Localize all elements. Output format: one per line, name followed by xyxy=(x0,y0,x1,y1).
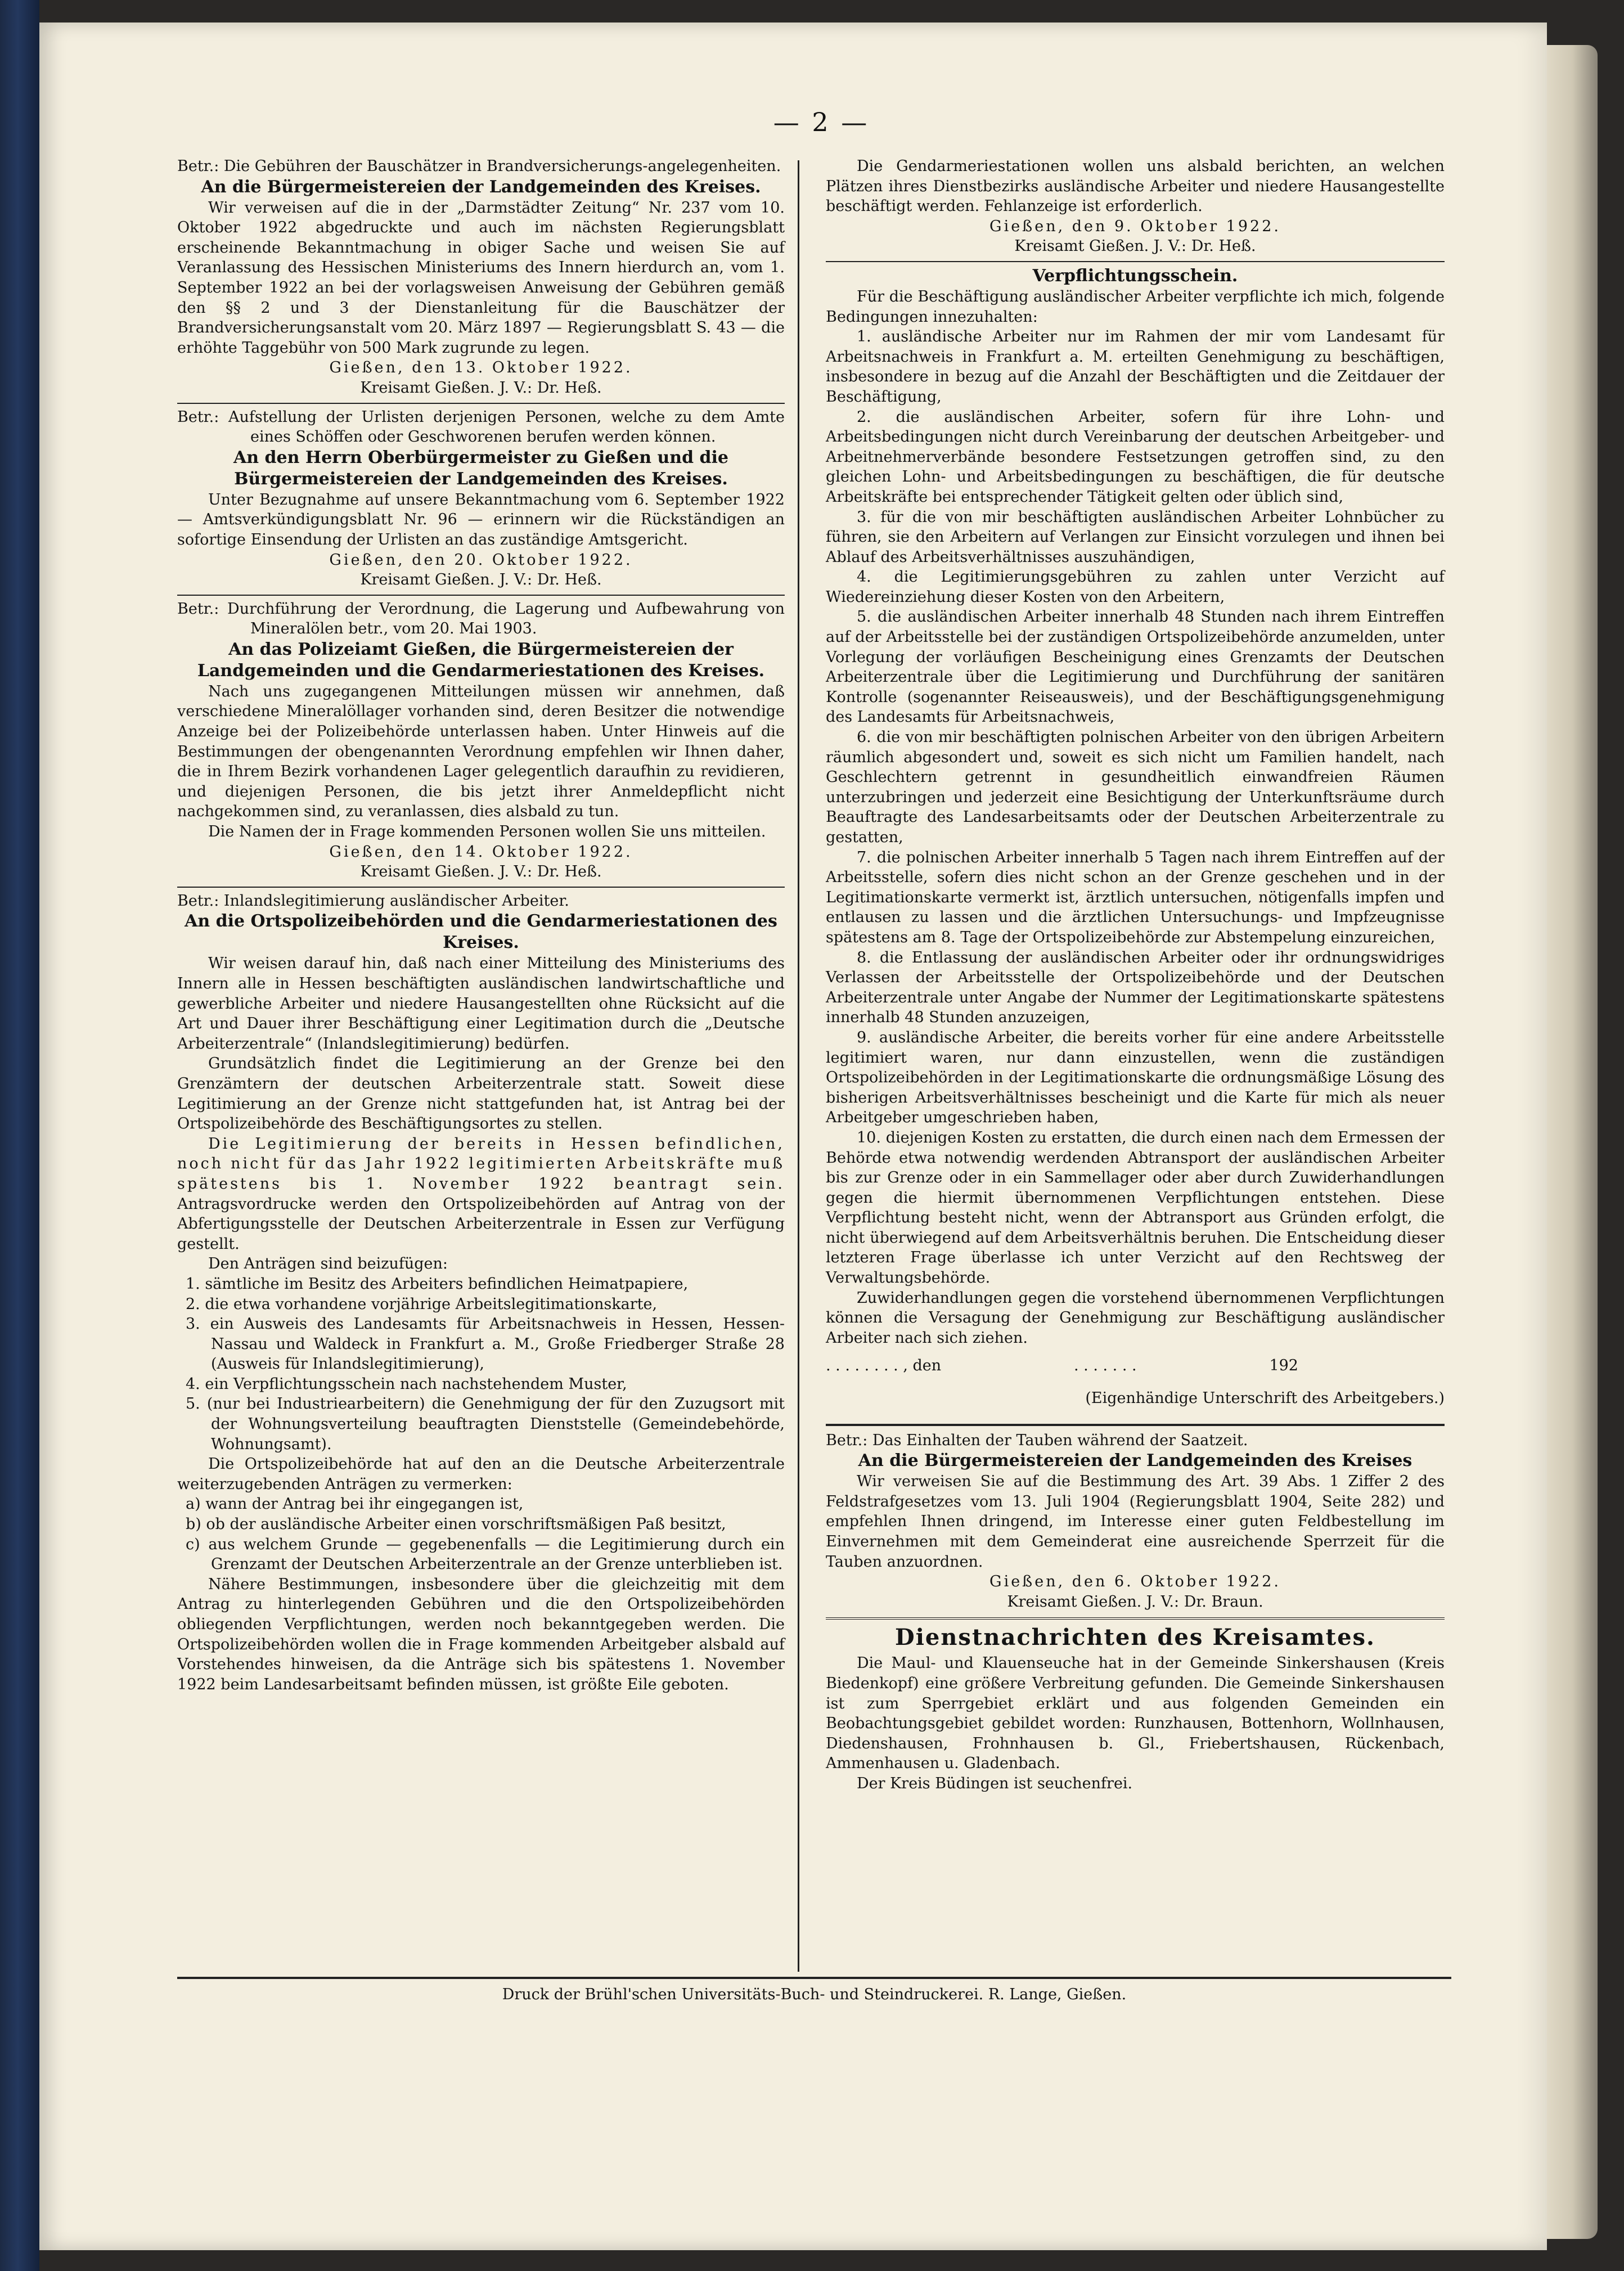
list-intro: Den Anträgen sind beizufügen: xyxy=(208,1255,448,1273)
form-intro: Für die Beschäftigung ausländischer Arbeiter verpflichte ich mich, folgende Bedingungen innezuhalten: xyxy=(826,287,1445,326)
news-body: Der Kreis Büdingen ist seuchenfrei. xyxy=(857,1774,1133,1792)
section-divider xyxy=(826,1424,1445,1426)
news-box xyxy=(826,1617,1445,1793)
notice-body: Grundsätzlich findet die Legitimierung an der Grenze bei den Grenzämtern der deutschen Arbeiterzentrale statt. Soweit diese Legitimierung an der Grenze nicht stattgefunden hat, ist Antrag bei der Ortspolizeibehörde des Beschäftigungsortes zu stellen. xyxy=(177,1055,785,1133)
notice-signature: Kreisamt Gießen. J. V.: Dr. Heß. xyxy=(360,863,602,881)
list-item: 3. ein Ausweis des Landesamts für Arbeitsnachweis in Hessen, Hessen-Nassau und Waldeck in Frankfurt a. M., Große Friedberger Straße 28 (Ausweis für Inlandslegitimierung), xyxy=(186,1315,785,1373)
notice-body: Unter Bezugnahme auf unsere Bekanntmachung vom 6. September 1922 — Amtsverkündigungsblatt Nr. 96 — erinnern wir die Rückständigen an sofortige Einsendung der Urlisten an das zuständige Amtsgericht. xyxy=(177,491,785,548)
notice-body: Die Namen der in Frage kommenden Personen wollen Sie uns mitteilen. xyxy=(208,823,766,841)
news-body: Die Maul- und Klauenseuche hat in der Gemeinde Sinkershausen (Kreis Biedenkopf) eine größere Verbreitung gefunden. Die Gemeinde Sinkershausen ist zum Sperrgebiet erklärt und aus folgenden Gemeinden ein Beobachtungsgebiet gebildet worden: Runzhausen, Bottenhorn, Wollnhausen, Diedenshausen, Frohnhausen b. Gl., Friebertshausen, Rückenbach, Ammenhausen u. Gladenbach. xyxy=(826,1654,1445,1773)
form-item: 6. die von mir beschäftigten polnischen Arbeiter von den übrigen Arbeitern räumlich abgesondert und, soweit es sich nicht um Familien handelt, nach Geschlechtern getrennt in gesundheitlich einwandfreien Räumen unterzubringen und jederzeit eine Besichtigung der Unterkunftsräume durch Beauftragte des Landesarbeitsamts oder der Deutschen Arbeiterzentrale zu gestatten, xyxy=(826,728,1445,846)
form-date-year: 192 xyxy=(1269,1357,1298,1375)
form-item: 3. für die von mir beschäftigten ausländischen Arbeiter Lohnbücher zu führen, sie den Arbeitern auf Verlangen zur Einsicht vorzulegen und ihnen bei Ablauf des Arbeitsverhältnisses auszuhändigen, xyxy=(826,508,1445,566)
notice-place-date: Gießen, den 14. Oktober 1922. xyxy=(329,843,633,861)
notice-signature: Kreisamt Gießen. J. V.: Dr. Heß. xyxy=(1014,237,1256,255)
list-item: 2. die etwa vorhandene vorjährige Arbeitslegitimationskarte, xyxy=(186,1295,658,1313)
left-column xyxy=(177,156,785,1694)
notice-place-date: Gießen, den 6. Oktober 1922. xyxy=(989,1573,1281,1591)
notice-signature: Kreisamt Gießen. J. V.: Dr. Braun. xyxy=(1007,1593,1263,1611)
form-item: 1. ausländische Arbeiter nur im Rahmen der mir vom Landesamt für Arbeitsnachweis in Frankfurt a. M. erteilten Genehmigung zu beschäftigen, insbesondere in bezug auf die Anzahl der Beschäftigten und die Zeitdauer der Beschäftigung, xyxy=(826,328,1445,406)
notice-body: Wir verweisen Sie auf die Bestimmung des Art. 39 Abs. 1 Ziffer 2 des Feldstrafgesetzes vom 13. Juli 1904 (Regierungsblatt 1904, Seite 282) und empfehlen Ihnen dringend, im Interesse einer guten Feldbestellung im Einvernehmen mit dem Gemeinderat eine ausreichende Sperrzeit für die Tauben anzuordnen. xyxy=(826,1473,1445,1571)
notice-body-continuation: Antragsvordrucke werden den Ortspolizeibehörden auf Antrag von der Abfertigungsstelle der Deutschen Arbeiterzentrale in Essen zur Verfügung gestellt. xyxy=(177,1195,785,1253)
section-divider xyxy=(177,403,785,404)
page-number: — 2 — xyxy=(773,107,870,137)
news-heading: Dienstnachrichten des Kreisamtes. xyxy=(895,1624,1375,1651)
section-divider xyxy=(826,261,1445,262)
notice-subject: Betr.: Inlandslegitimierung ausländischer Arbeiter. xyxy=(177,892,569,910)
emphasized-deadline: Die Legitimierung der bereits in Hessen befindlichen, noch nicht für das Jahr 1922 legitimierten Arbeitskräfte muß spätestens bis 1. November 1922 beantragt sein. xyxy=(177,1135,785,1193)
footer-divider xyxy=(177,1977,1451,1979)
form-item: 8. die Entlassung der ausländischen Arbeiter oder ihr ordnungswidriges Verlassen der Arbeitsstelle der Ortspolizeibehörde und der Deutschen Arbeiterzentrale unter Angabe der Nummer der Legitimationskarte spätestens innerhalb 48 Stunden anzuzeigen, xyxy=(826,948,1445,1027)
notice-signature: Kreisamt Gießen. J. V.: Dr. Heß. xyxy=(360,571,602,589)
form-item: 5. die ausländischen Arbeiter innerhalb 48 Stunden nach ihrem Eintreffen auf der Arbeitsstelle bei der zuständigen Ortspolizeibehörde anzumelden, unter Vorlegung der vorläufigen Bescheinigung eines Grenzamts der Deutschen Arbeiterzentrale über die Legitimierung und Durchführung der sanitären Kontrolle (sogenannter Reiseausweis), und der Beschäftigungsgenehmigung des Landesamts für Arbeitsnachweis, xyxy=(826,608,1445,726)
notice-body: Nähere Bestimmungen, insbesondere über die gleichzeitig mit dem Antrag zu hinterlegenden Gebühren und die den Ortspolizeibehörden obliegenden Verpflichtungen, werden noch bekanntgegeben werden. Die Ortspolizeibehörden wollen die in Frage kommenden Arbeitgeber alsbald auf Vorstehendes hinweisen, da die Anträge sich bis spätestens 1. November 1922 beim Landesarbeitsamt befinden müssen, ist größte Eile geboten. xyxy=(177,1575,785,1693)
sublist-item: c) aus welchem Grunde — gegebenenfalls — die Legitimierung durch ein Grenzamt der Deutschen Arbeiterzentrale an der Grenze unterblieben ist. xyxy=(186,1535,785,1573)
notice-body xyxy=(177,1134,785,1254)
notice-subject: Betr.: Die Gebühren der Bauschätzer in Brandversicherungs-angelegenheiten. xyxy=(177,158,781,175)
right-column xyxy=(826,156,1445,1794)
notice-signature: Kreisamt Gießen. J. V.: Dr. Heß. xyxy=(360,379,602,397)
form-item: 2. die ausländischen Arbeiter, sofern für ihre Lohn- und Arbeitsbedingungen nicht durch Vereinbarung der deutschen Arbeitgeber- und Arbeitnehmerverbände besondere Festsetzungen getroffen sind, zu den gleichen Lohn- und Arbeitsbedingungen zu beschäftigen, die für deutsche Arbeitskräfte bei entsprechender Tätigkeit gelten oder üblich sind, xyxy=(826,408,1445,506)
form-date-day: . . . . . . . xyxy=(1074,1357,1137,1375)
notice-addressee: An den Herrn Oberbürgermeister zu Gießen und die Bürgermeistereien der Landgemeinden des Kreises. xyxy=(233,447,728,489)
notice-body: Nach uns zugegangenen Mitteilungen müssen wir annehmen, daß verschiedene Mineralöllager vorhanden sind, deren Besitzer die notwendige Anzeige bei der Polizeibehörde unterlassen haben. Unter Hinweis auf die Bestimmungen der obengenannten Verordnung empfehlen wir Ihnen daher, die in Ihrem Bezirk vorhandenen Lager gelegentlich daraufhin zu revidieren, und diejenigen Personen, die bis jetzt ihrer Anmeldepflicht nicht nachgekommen sind, zu veranlassen, dies alsbald zu tun. xyxy=(177,682,785,821)
section-divider xyxy=(177,595,785,596)
notice-subject: Betr.: Aufstellung der Urlisten derjenigen Personen, welche zu dem Amte eines Schöffen oder Geschworenen berufen werden können. xyxy=(177,408,785,446)
page-edge xyxy=(1547,45,1598,2239)
form-item: 10. diejenigen Kosten zu erstatten, die durch einen nach dem Ermessen der Behörde etwa notwendig werdenden Abtransport der ausländischen Arbeiter bis zur Grenze oder in ein Sammellager oder aber durch Zuwiderhandlungen gegen die hiermit übernommenen Verpflichtungen entstehen. Diese Verpflichtung besteht nicht, wenn der Abtransport aus Gründen erfolgt, die nicht überwiegend auf dem Arbeitsverhältnis beruhen. Die Entscheidung dieser letzteren Frage überlasse ich unter Verzicht auf den Rechtsweg der Verwaltungsbehörde. xyxy=(826,1128,1445,1287)
notice-body: Die Gendarmeriestationen wollen uns alsbald berichten, an welchen Plätzen ihres Dienstbezirks ausländische Arbeiter und niedere Hausangestellte beschäftigt werden. Fehlanzeige ist erforderlich. xyxy=(826,158,1445,215)
sublist-item: b) ob der ausländische Arbeiter einen vorschriftsmäßigen Paß besitzt, xyxy=(186,1516,726,1534)
notice-body: Wir verweisen auf die in der „Darmstädter Zeitung“ Nr. 237 vom 10. Oktober 1922 abgedruckte und auch im nächsten Regierungsblatt erscheinende Bekanntmachung in obiger Sache und weisen Sie auf Veranlassung des Hessischen Ministeriums des Innern hierdurch an, vom 1. September 1922 an bei der vorlagsweisen Anweisung der Gebühren gemäß den §§ 2 und 3 der Dienstanleitung für die Bauschätzer der Brandversicherungsanstalt vom 20. März 1897 — Regierungsblatt S. 43 — die erhöhte Taggebühr von 500 Mark zugrunde zu legen. xyxy=(177,199,785,357)
form-closing: Zuwiderhandlungen gegen die vorstehend übernommenen Verpflichtungen können die Versagung der Genehmigung zur Beschäftigung ausländischer Arbeiter nach sich ziehen. xyxy=(826,1289,1445,1347)
notice-addressee: An die Bürgermeistereien der Landgemeinden des Kreises. xyxy=(201,177,761,197)
list-item: 5. (nur bei Industriearbeitern) die Genehmigung der für den Zuzugsort mit der Wohnungsverteilung beauftragten Dienststelle (Gemeindebehörde, Wohnungsamt). xyxy=(186,1395,785,1453)
notice-body: Die Ortspolizeibehörde hat auf den an die Deutsche Arbeiterzentrale weiterzugebenden Anträgen zu vermerken: xyxy=(177,1455,785,1493)
form-item: 9. ausländische Arbeiter, die bereits vorher für eine andere Arbeitsstelle legitimiert waren, nur dann einzustellen, wenn die zuständigen Ortspolizeibehörden in der Legitimationskarte die ordnungsmäßige Lösung des bisherigen Arbeitsverhältnisses bescheinigt und die Karte für mich als neuer Arbeitgeber umgeschrieben haben, xyxy=(826,1028,1445,1127)
notice-addressee: An die Ortspolizeibehörden und die Gendarmeriestationen des Kreises. xyxy=(185,911,777,953)
notice-place-date: Gießen, den 13. Oktober 1922. xyxy=(329,359,633,377)
notice-body: Wir weisen darauf hin, daß nach einer Mitteilung des Ministeriums des Innern alle in Hessen beschäftigten ausländischen landwirtschaftliche und gewerbliche Arbeiter und niedere Hausangestellten ohne Rücksicht auf die Art und Dauer ihrer Beschäftigung einer Legitimation durch die „Deutsche Arbeiterzentrale“ (Inlandslegitimierung) bedürfen. xyxy=(177,955,785,1053)
form-item: 4. die Legitimierungsgebühren zu zahlen unter Verzicht auf Wiedereinziehung dieser Kosten von den Arbeitern, xyxy=(826,568,1445,606)
column-divider xyxy=(798,160,799,1972)
printer-imprint: Druck der Brühl'schen Universitäts-Buch- und Steindruckerei. R. Lange, Gießen. xyxy=(502,1986,1127,2003)
form-heading: Verpflichtungsschein. xyxy=(1032,266,1238,286)
form-date-place: . . . . . . . . , den xyxy=(826,1357,942,1375)
notice-place-date: Gießen, den 20. Oktober 1922. xyxy=(329,551,633,569)
notice-addressee: An die Bürgermeistereien der Landgemeinden des Kreises xyxy=(858,1451,1412,1471)
section-divider xyxy=(177,887,785,888)
form-signature-note: (Eigenhändige Unterschrift des Arbeitgebers.) xyxy=(1085,1389,1445,1407)
book-binding xyxy=(0,0,39,2271)
sublist-item: a) wann der Antrag bei ihr eingegangen ist, xyxy=(186,1495,524,1513)
list-item: 4. ein Verpflichtungsschein nach nachstehendem Muster, xyxy=(186,1375,627,1393)
notice-subject: Betr.: Durchführung der Verordnung, die Lagerung und Aufbewahrung von Mineralölen betr., vom 20. Mai 1903. xyxy=(177,600,785,638)
form-date-line xyxy=(826,1356,1445,1376)
list-item: 1. sämtliche im Besitz des Arbeiters befindlichen Heimatpapiere, xyxy=(186,1275,689,1293)
notice-addressee: An das Polizeiamt Gießen, die Bürgermeistereien der Landgemeinden und die Gendarmeriestationen des Kreises. xyxy=(197,639,765,681)
notice-place-date: Gießen, den 9. Oktober 1922. xyxy=(989,217,1281,235)
notice-subject: Betr.: Das Einhalten der Tauben während der Saatzeit. xyxy=(826,1431,1248,1449)
form-item: 7. die polnischen Arbeiter innerhalb 5 Tagen nach ihrem Eintreffen auf der Arbeitsstelle, sofern dies nicht schon an der Grenze geschehen und in der Legitimationskarte vermerkt ist, ärztlich untersuchen, nötigenfalls impfen und entlausen zu lassen und die ärztlichen Untersuchungs- und Impfzeugnisse spätestens am 8. Tage der Ortspolizeibehörde zur Abstempelung einzureichen, xyxy=(826,848,1445,946)
